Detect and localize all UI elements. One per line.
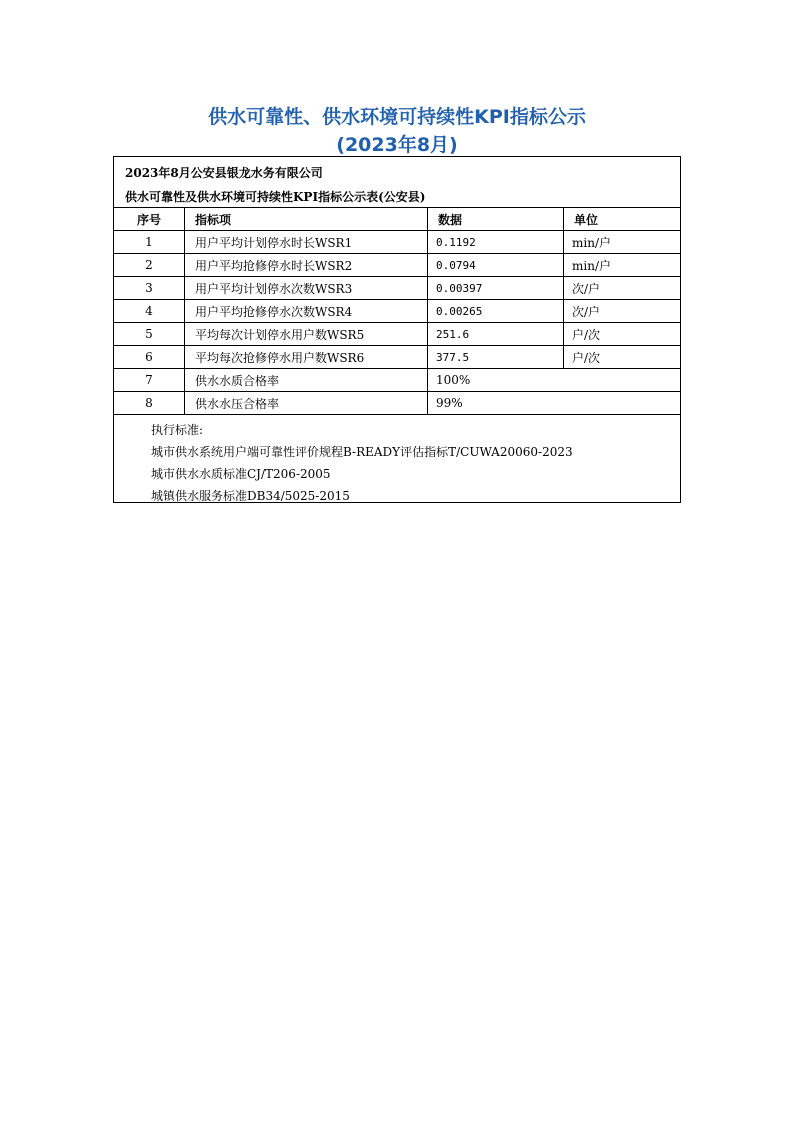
row-value: 377.5 <box>428 346 564 369</box>
row-name: 平均每次抢修停水用户数WSR6 <box>185 346 428 369</box>
page-subtitle-date: (2023年8月) <box>336 134 458 156</box>
row-unit: 次/户 <box>564 277 681 300</box>
kpi-table-container <box>113 156 681 503</box>
row-value: 0.00397 <box>428 277 564 300</box>
standards-section <box>151 419 573 507</box>
standard-item: 城市供水系统用户端可靠性评价规程B-READY评估指标T/CUWA20060-2023 <box>151 445 573 459</box>
table-row <box>114 277 680 300</box>
table-row <box>114 369 680 392</box>
kpi-table <box>114 207 680 415</box>
table-row <box>114 323 680 346</box>
page-title: 供水可靠性、供水环境可持续性KPI指标公示 <box>208 106 586 128</box>
row-seq: 3 <box>114 277 185 300</box>
row-unit: 次/户 <box>564 300 681 323</box>
row-value: 100% <box>428 369 681 392</box>
row-name: 平均每次计划停水用户数WSR5 <box>185 323 428 346</box>
row-name: 供水水压合格率 <box>185 392 428 415</box>
table-row <box>114 254 680 277</box>
standard-item: 城镇供水服务标准DB34/5025-2015 <box>151 489 350 503</box>
row-value: 251.6 <box>428 323 564 346</box>
row-name: 用户平均计划停水时长WSR1 <box>185 231 428 254</box>
col-header-value: 数据 <box>428 208 564 231</box>
col-header-unit: 单位 <box>564 208 681 231</box>
table-row <box>114 300 680 323</box>
row-value: 0.1192 <box>428 231 564 254</box>
row-unit: min/户 <box>564 254 681 277</box>
table-header-row <box>114 208 680 231</box>
row-unit: 户/次 <box>564 323 681 346</box>
row-seq: 5 <box>114 323 185 346</box>
row-unit: min/户 <box>564 231 681 254</box>
row-unit: 户/次 <box>564 346 681 369</box>
row-name: 用户平均抢修停水时长WSR2 <box>185 254 428 277</box>
row-value: 0.00265 <box>428 300 564 323</box>
row-value: 0.0794 <box>428 254 564 277</box>
row-name: 供水水质合格率 <box>185 369 428 392</box>
table-row <box>114 346 680 369</box>
table-row <box>114 392 680 415</box>
company-name: 2023年8月公安县银龙水务有限公司 <box>125 166 323 180</box>
row-seq: 4 <box>114 300 185 323</box>
row-seq: 2 <box>114 254 185 277</box>
row-seq: 7 <box>114 369 185 392</box>
row-seq: 8 <box>114 392 185 415</box>
row-seq: 6 <box>114 346 185 369</box>
table-row <box>114 231 680 254</box>
row-value: 99% <box>428 392 681 415</box>
row-name: 用户平均计划停水次数WSR3 <box>185 277 428 300</box>
col-header-seq: 序号 <box>114 208 185 231</box>
standards-label: 执行标准: <box>151 423 204 437</box>
standard-item: 城市供水水质标准CJ/T206-2005 <box>151 467 331 481</box>
table-title: 供水可靠性及供水环境可持续性KPI指标公示表(公安县) <box>125 190 426 204</box>
row-seq: 1 <box>114 231 185 254</box>
row-name: 用户平均抢修停水次数WSR4 <box>185 300 428 323</box>
col-header-name: 指标项 <box>185 208 428 231</box>
